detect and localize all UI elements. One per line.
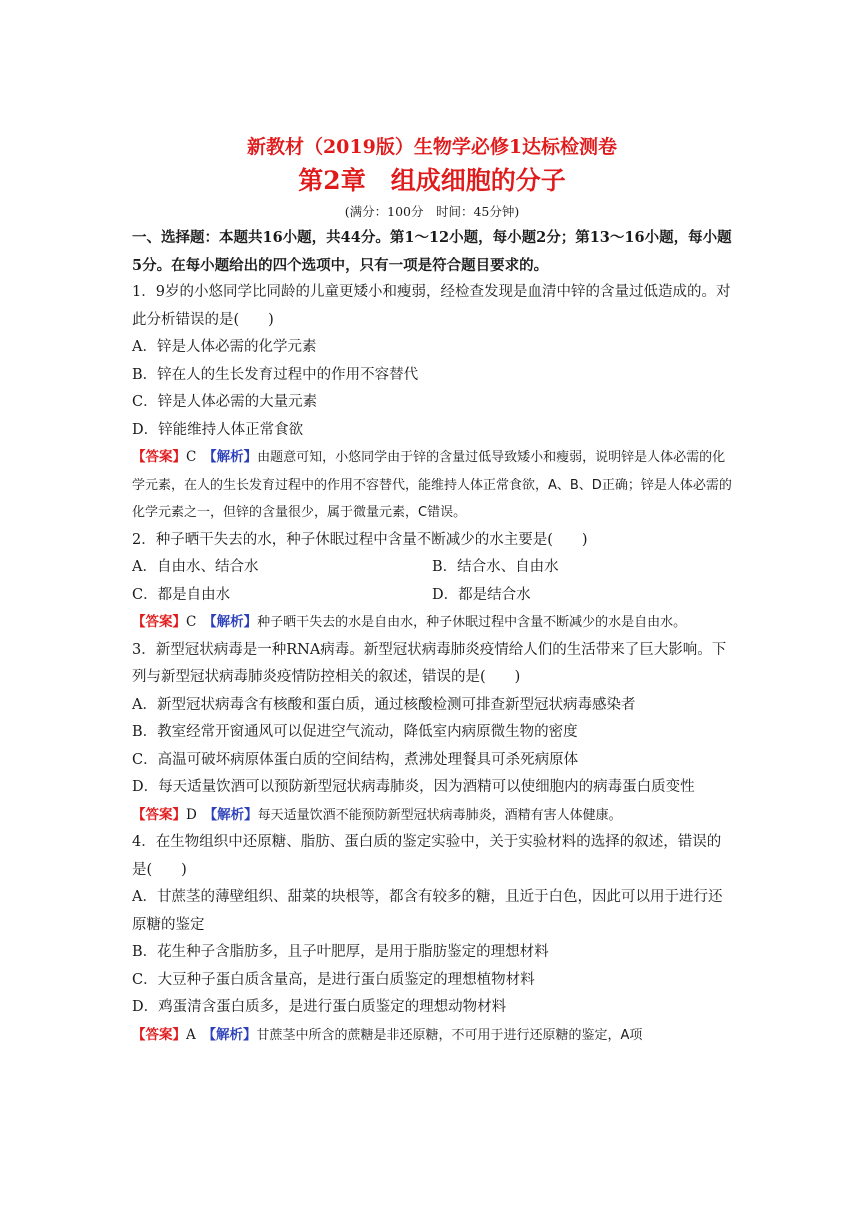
exam-title: 新教材（2019版）生物学必修1达标检测卷 — [246, 136, 618, 158]
option-c: C．都是自由水 — [132, 586, 231, 603]
answer-label: 【答案】 — [132, 1026, 186, 1043]
question-4 — [132, 829, 732, 1049]
answer-block — [132, 444, 732, 527]
option-a: A．甘蔗茎的薄壁组织、甜菜的块根等，都含有较多的糖，且近于白色，因此可以用于进行还原糖的鉴定 — [132, 889, 723, 933]
question-2 — [132, 527, 732, 637]
option-a: A．自由水、结合水 — [132, 559, 259, 575]
option-c: C．锌是人体必需的大量元素 — [132, 394, 318, 410]
option-row — [132, 554, 732, 582]
option-d: D．每天适量饮酒可以预防新型冠状病毒肺炎，因为酒精可以使细胞内的病毒蛋白质变性 — [132, 779, 695, 795]
option-b: B．锌在人的生长发育过程中的作用不容替代 — [132, 366, 419, 383]
question-stem: 3．新型冠状病毒是一种RNA病毒。新型冠状病毒肺炎疫情给人们的生活带来了巨大影响。下列与新型冠状病毒肺炎疫情防控相关的叙述，错误的是( ) — [132, 641, 727, 685]
option-d: D．鸡蛋清含蛋白质多，是进行蛋白质鉴定的理想动物材料 — [132, 999, 507, 1015]
analysis-label: 【解析】 — [209, 1026, 257, 1043]
question-stem: 4．在生物组织中还原糖、脂肪、蛋白质的鉴定实验中，关于实验材料的选择的叙述，错误的是( ) — [132, 834, 722, 878]
answer-value: A — [186, 1026, 196, 1043]
question-stem: 2．种子晒干失去的水，种子休眠过程中含量不断减少的水主要是( ) — [132, 531, 588, 548]
section-heading: 一、选择题：本题共16小题，共44分。第1～12小题，每小题2分；第13～16小题，每小题5分。在每小题给出的四个选项中，只有一项是符合题目要求的。 — [132, 229, 732, 274]
option-c: C．大豆种子蛋白质含量高，是进行蛋白质鉴定的理想植物材料 — [132, 971, 535, 988]
answer-value: D — [186, 806, 197, 823]
analysis-text: 种子晒干失去的水是自由水，种子休眠过程中含量不断减少的水是自由水。 — [257, 615, 687, 630]
analysis-text: 每天适量饮酒不能预防新型冠状病毒肺炎，酒精有害人体健康。 — [257, 807, 622, 823]
option-a: A．锌是人体必需的化学元素 — [132, 339, 317, 355]
option-row — [132, 582, 732, 610]
answer-value: C — [186, 449, 197, 465]
exam-meta: (满分：100分 时间：45分钟) — [344, 204, 520, 219]
option-b: B．花生种子含脂肪多，且子叶肥厚，是用于脂肪鉴定的理想材料 — [132, 944, 549, 960]
question-1 — [132, 279, 732, 527]
answer-block — [132, 802, 732, 830]
answer-value: C — [186, 614, 197, 630]
answer-label: 【答案】 — [132, 806, 186, 823]
question-stem: 1．9岁的小悠同学比同龄的儿童更矮小和瘦弱，经检查发现是血清中锌的含量过低造成的。对此分析错误的是( ) — [132, 284, 731, 328]
analysis-label: 【解析】 — [209, 449, 258, 465]
option-b: B．教室经常开窗通风可以促进空气流动，降低室内病原微生物的密度 — [132, 724, 578, 740]
analysis-label: 【解析】 — [209, 614, 258, 630]
analysis-text: 甘蔗茎中所含的蔗糖是非还原糖，不可用于进行还原糖的鉴定，A项 — [256, 1027, 643, 1043]
option-a: A．新型冠状病毒含有核酸和蛋白质，通过核酸检测可排查新型冠状病毒感染者 — [132, 696, 636, 713]
analysis-label: 【解析】 — [210, 806, 258, 823]
option-d: D．锌能维持人体正常食欲 — [132, 421, 304, 438]
option-d: D．都是结合水 — [432, 586, 531, 603]
chapter-title: 第2章 组成细胞的分子 — [298, 166, 566, 195]
option-c: C．高温可破坏病原体蛋白质的空间结构，煮沸处理餐具可杀死病原体 — [132, 751, 579, 768]
option-b: B．结合水、自由水 — [432, 559, 559, 575]
question-3 — [132, 637, 732, 830]
answer-block — [132, 1022, 732, 1050]
analysis-text: 由题意可知，小悠同学由于锌的含量过低导致矮小和瘦弱，说明锌是人体必需的化学元素，在人的生长发育过程中的作用不容替代，能维持人体正常食欲，A、B、D正确；锌是人体必需的化学元素之一，但锌的含量很少，属于微量元素，C错误。 — [132, 450, 732, 520]
answer-label: 【答案】 — [132, 614, 186, 630]
answer-label: 【答案】 — [132, 449, 186, 465]
document-content — [132, 134, 732, 1049]
answer-block — [132, 609, 732, 637]
